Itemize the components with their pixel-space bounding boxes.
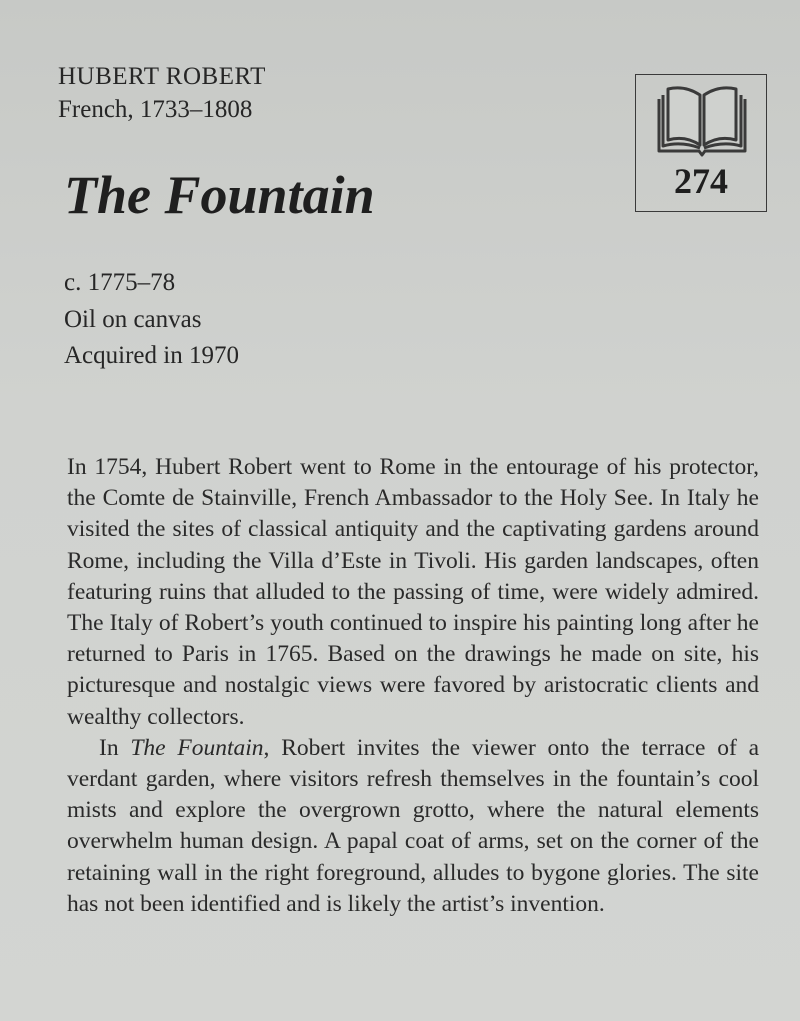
paragraph-2-lead: In bbox=[99, 734, 131, 761]
open-book-icon bbox=[655, 85, 749, 157]
description bbox=[67, 452, 759, 920]
audio-guide-box bbox=[635, 74, 767, 212]
audio-guide-number: 274 bbox=[674, 161, 728, 201]
artwork-title: The Fountain bbox=[64, 165, 375, 225]
description-paragraph-2 bbox=[67, 733, 759, 920]
artwork-date: c. 1775–78 bbox=[64, 269, 176, 296]
paragraph-2-rest: , Robert invites the viewer onto the terrace of a verdant garden, where visitors refresh themselves in the fountain’s cool mists and explore the overgrown grotto, where the natural elements overwhelm human design. A papal coat of arms, set on the corner of the retaining wall in the right foreground, alludes to bygone glories. The site has not been identified and is likely the artist’s invention. bbox=[67, 734, 760, 917]
description-paragraph-1: In 1754, Hubert Robert went to Rome in the entourage of his protector, the Comte de Stainville, French Ambassador to the Holy See. In Italy he visited the sites of classical antiquity and the captivating gardens around Rome, including the Villa d’Este in Tivoli. His garden landscapes, often featuring ruins that alluded to the passing of time, were widely admired. The Italy of Robert’s youth continued to inspire his painting long after he returned to Paris in 1765. Based on the drawings he made on site, his picturesque and nostalgic views were favored by aristocratic clients and wealthy collectors. bbox=[67, 454, 759, 730]
artwork-acquisition: Acquired in 1970 bbox=[64, 342, 239, 369]
artist-name: HUBERT ROBERT bbox=[58, 63, 266, 90]
artist-nationality-dates: French, 1733–1808 bbox=[58, 96, 253, 123]
paragraph-2-title: The Fountain bbox=[130, 734, 264, 761]
artwork-medium: Oil on canvas bbox=[64, 306, 202, 333]
